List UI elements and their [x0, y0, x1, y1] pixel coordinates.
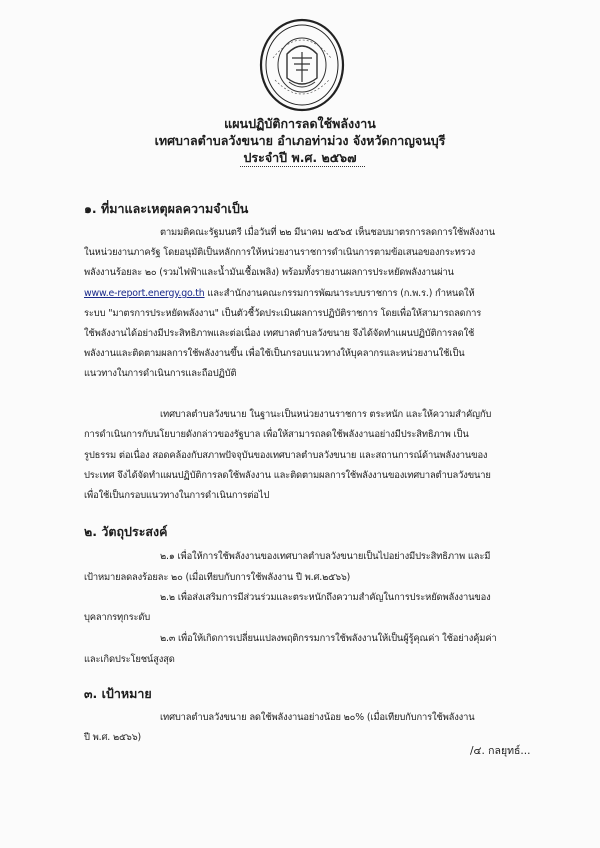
section-1-paragraph-2-line: การดำเนินการกับนโยบายดังกล่าวของรัฐบาล เพื่อให้สามารถลดใช้พลังงานอย่างมีประสิทธิภาพ เป็น	[84, 429, 469, 440]
section-1-paragraph-1-line: พลังงานร้อยละ ๒๐ (รวมไฟฟ้าและน้ำมันเชื้อเพลิง) พร้อมทั้งรายงานผลการประหยัดพลังงานผ่าน	[84, 267, 454, 278]
section-2-item-line: ๒.๒ เพื่อส่งเสริมการมีส่วนร่วมและตระหนักถึงความสำคัญในการประหยัดพลังงานของ	[160, 592, 491, 603]
section-3-line: ปี พ.ศ. ๒๕๖๖)	[84, 732, 142, 743]
section-2-item-line: ๒.๓ เพื่อให้เกิดการเปลี่ยนแปลงพฤติกรรมการใช้พลังงานให้เป็นผู้รู้คุณค่า ใช้อย่างคุ้มค่า	[160, 633, 497, 644]
section-2-item-line: เป้าหมายลดลงร้อยละ ๒๐ (เมื่อเทียบกับการใช้พลังงาน ปี พ.ศ.๒๕๖๖)	[84, 572, 351, 583]
section-1-paragraph-1-line: ใช้พลังงานได้อย่างมีประสิทธิภาพและต่อเนื่อง เทศบาลตำบลวังขนาย จึงได้จัดทำแผนปฏิบัติการลดใช้	[84, 328, 475, 339]
section-1-heading: ๑. ที่มาและเหตุผลความจำเป็น	[84, 201, 249, 216]
section-1-paragraph-1-line: ตามมติคณะรัฐมนตรี เมื่อวันที่ ๒๒ มีนาคม ๒๕๖๕ เห็นชอบมาตรการลดการใช้พลังงาน	[160, 227, 495, 238]
municipal-seal-logo	[259, 18, 345, 112]
section-1-paragraph-1-line: แนวทางในการดำเนินการและถือปฏิบัติ	[84, 368, 237, 379]
section-2-heading: ๒. วัตถุประสงค์	[84, 524, 168, 539]
section-1-paragraph-1-line: ระบบ "มาตรการประหยัดพลังงาน" เป็นตัวชี้วัดประเมินผลการปฏิบัติราชการ โดยเพื่อให้สามารถลดการ	[84, 308, 482, 319]
section-1-paragraph-1-line: ในหน่วยงานภาครัฐ โดยอนุมัติเป็นหลักการให้หน่วยงานราชการดำเนินการตามข้อเสนอของกระทรวง	[84, 247, 476, 258]
section-1-paragraph-1-line: พลังงานและติดตามผลการใช้พลังงานขึ้น เพื่อใช้เป็นกรอบแนวทางให้บุคลากรและหน่วยงานใช้เป็น	[84, 348, 465, 359]
section-3-line: เทศบาลตำบลวังขนาย ลดใช้พลังงานอย่างน้อย ๒๐% (เมื่อเทียบกับการใช้พลังงาน	[160, 712, 475, 723]
section-1-paragraph-2-line: เทศบาลตำบลวังขนาย ในฐานะเป็นหน่วยงานราชการ ตระหนัก และให้ความสำคัญกับ	[160, 409, 492, 420]
section-1-paragraph-2-line: รูปธรรม ต่อเนื่อง สอดคล้องกับสภาพปัจจุบันของเทศบาลตำบลวังขนาย และสถานการณ์ด้านพลังงานของ	[84, 450, 488, 461]
document-title-line-2: เทศบาลตำบลวังขนาย อำเภอท่าม่วง จังหวัดกาญจนบุรี	[154, 133, 446, 148]
section-1-paragraph-1-line: www.e-report.energy.go.th และสำนักงานคณะกรรมการพัฒนาระบบราชการ (ก.พ.ร.) กำหนดให้	[84, 288, 475, 299]
document-title-line-1: แผนปฏิบัติการลดใช้พลังงาน	[224, 116, 376, 131]
section-1-paragraph-2-line: เพื่อใช้เป็นกรอบแนวทางในการดำเนินการต่อไป	[84, 490, 270, 501]
section-2-item-line: บุคลากรทุกระดับ	[84, 612, 151, 623]
section-3-heading: ๓. เป้าหมาย	[84, 686, 152, 701]
section-2-item-line: ๒.๑ เพื่อให้การใช้พลังงานของเทศบาลตำบลวังขนายเป็นไปอย่างมีประสิทธิภาพ และมี	[160, 551, 491, 562]
continuation-marker: /๔. กลยุทธ์...	[470, 745, 531, 757]
section-1-paragraph-2-line: ประเทศ จึงได้จัดทำแผนปฏิบัติการลดใช้พลังงาน และติดตามผลการใช้พลังงานของเทศบาลตำบลวังขนาย	[84, 470, 491, 481]
document-title-line-3: ประจำปี พ.ศ. ๒๕๖๗	[243, 150, 357, 165]
title-dotted-divider	[240, 166, 365, 168]
e-report-link[interactable]: www.e-report.energy.go.th	[84, 288, 205, 299]
section-2-item-line: และเกิดประโยชน์สูงสุด	[84, 654, 175, 665]
